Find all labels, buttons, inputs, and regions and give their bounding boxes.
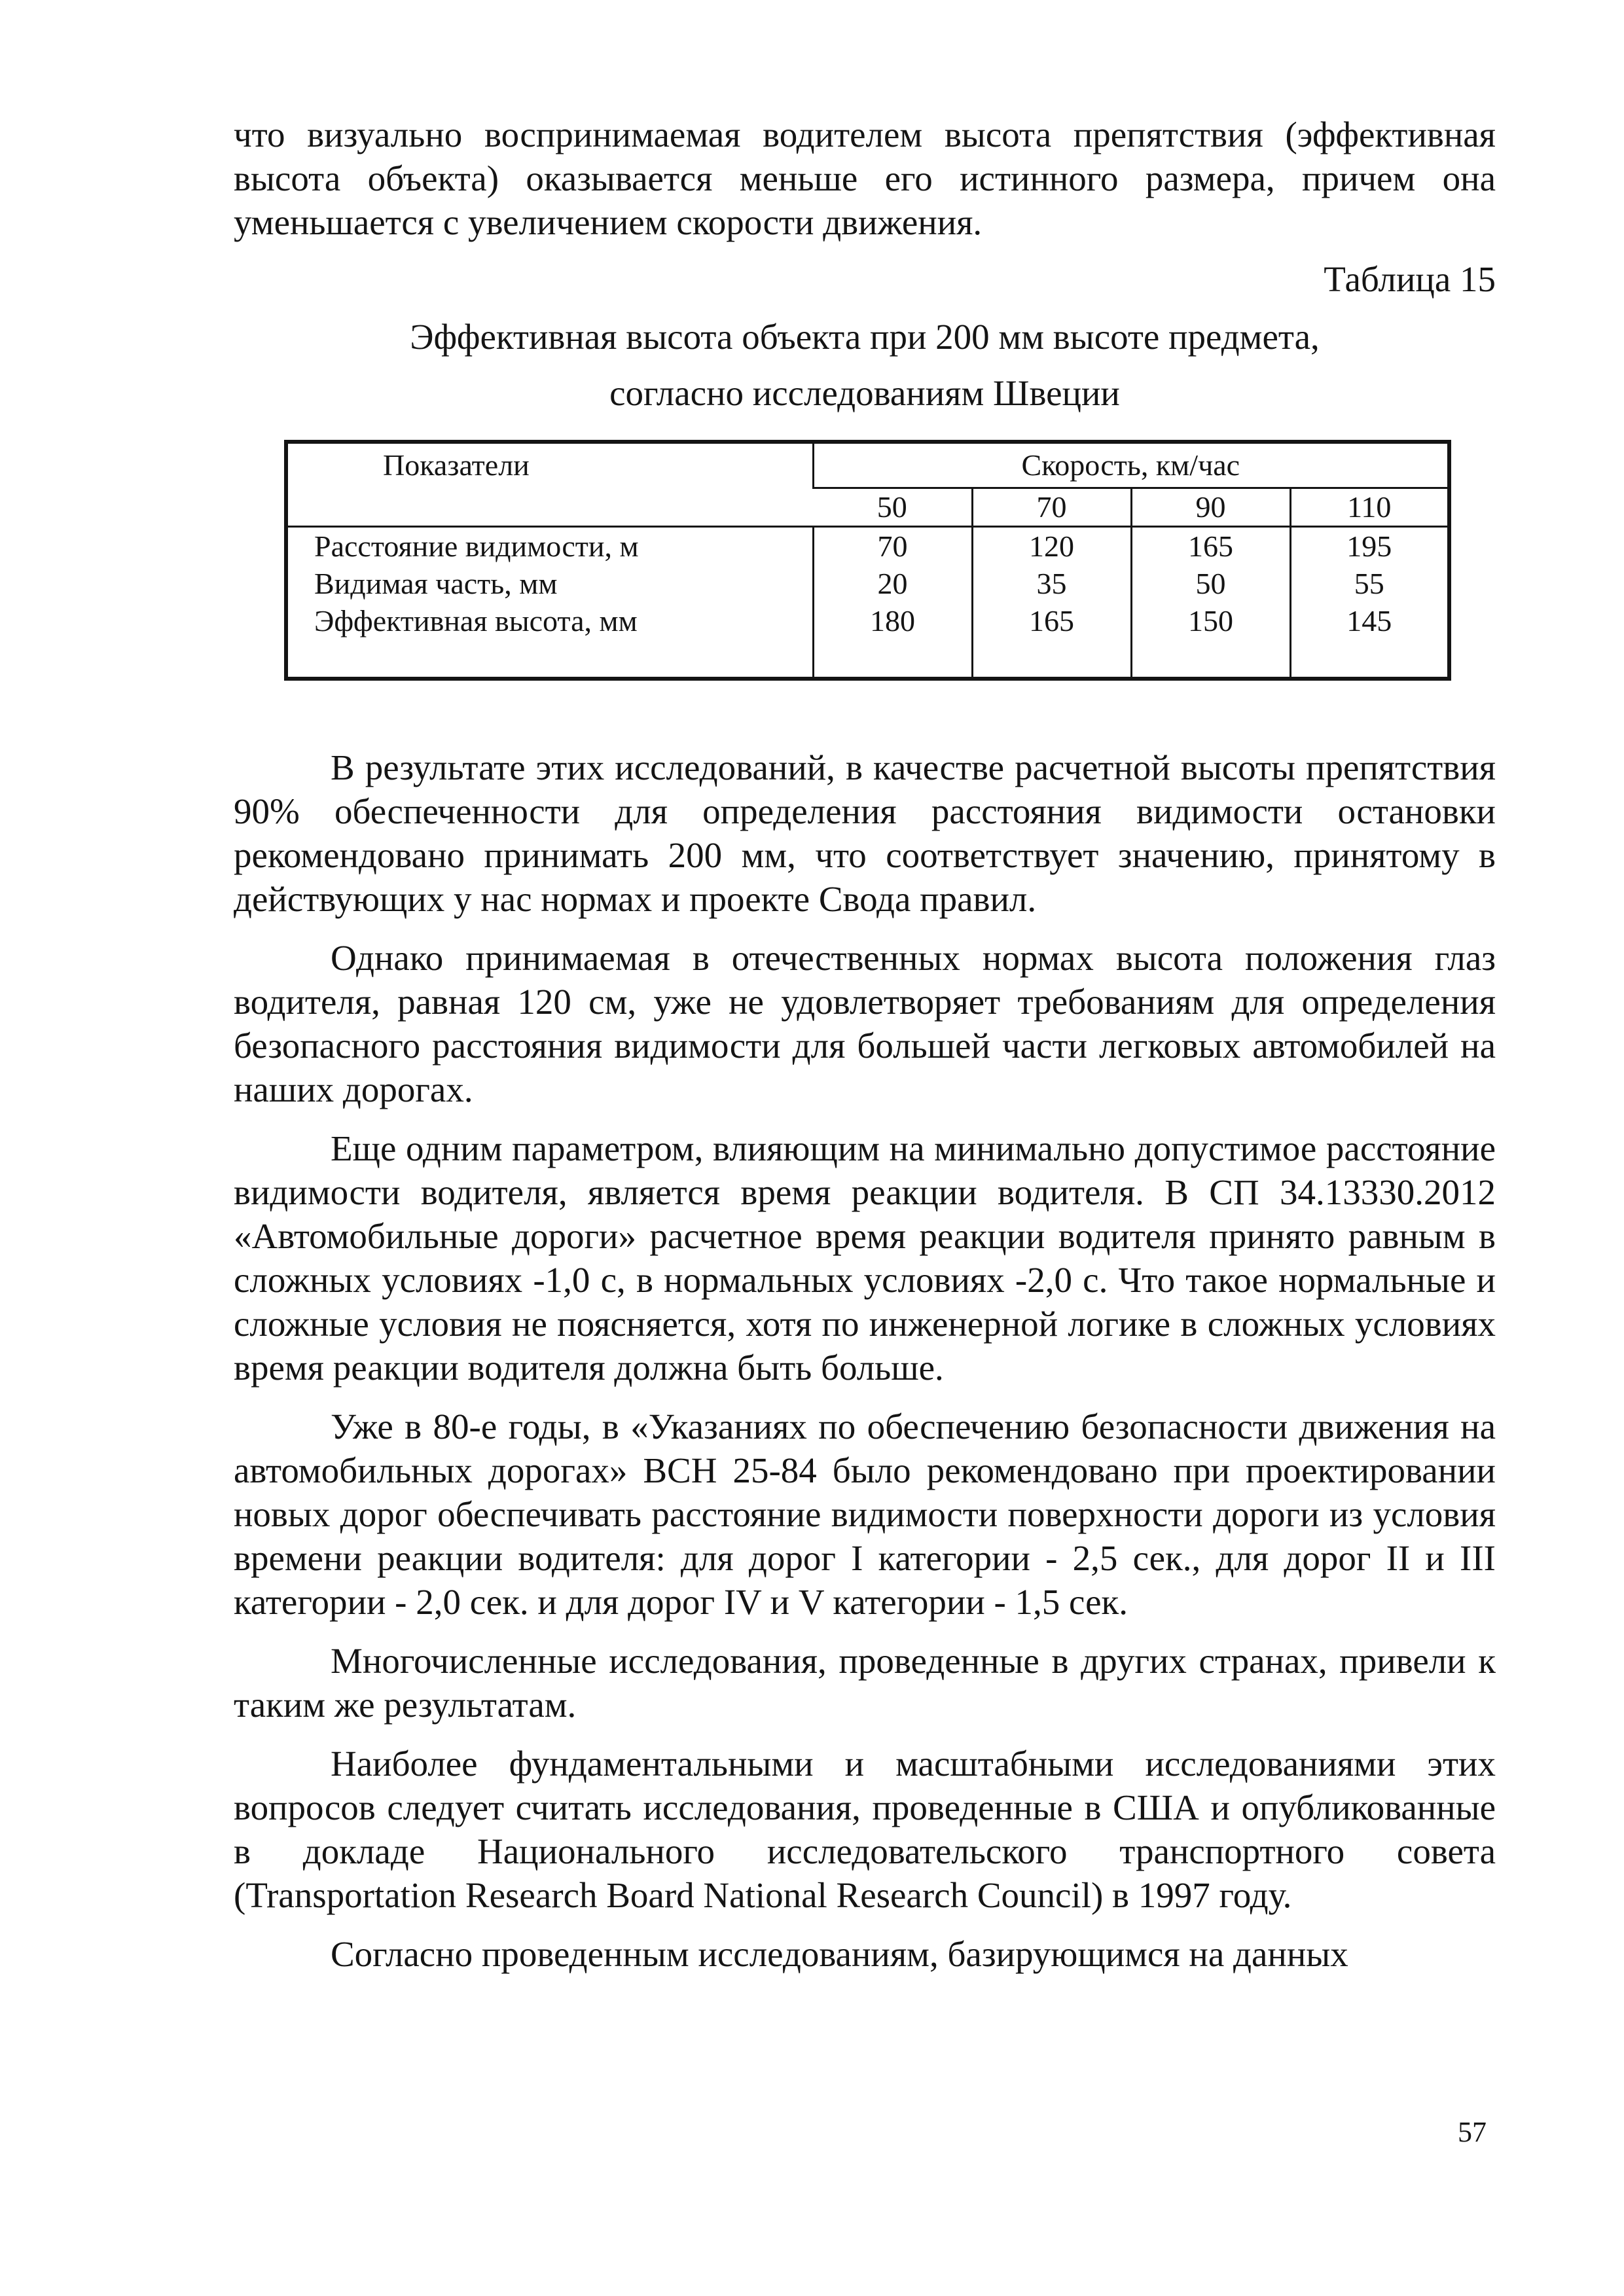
value-cell: 35 [1036, 567, 1067, 600]
data-table [284, 440, 1451, 681]
row-label: Видимая часть, мм [314, 567, 558, 600]
speed-cell: 70 [972, 488, 1131, 527]
value-cell: 180 [870, 604, 915, 637]
column-70 [972, 527, 1131, 679]
speed-cell: 50 [813, 488, 972, 527]
paragraph: Еще одним параметром, влияющим на минимально допустимое расстояние видимости водителя, является время реакции водителя. В СП 34.13330.2012 «Автомобильные дороги» расчетное время реакции водителя принято равным в сложных условиях -1,0 с, в нормальных условиях -2,0 с. Что такое нормальные и сложные условия не поясняется, хотя по инженерной логике в сложных условиях время реакции водителя должна быть больше. [234, 1128, 1496, 1388]
header-indicators: Показатели [286, 442, 813, 527]
column-50 [813, 527, 972, 679]
column-110 [1290, 527, 1449, 679]
page-content [234, 113, 1496, 1976]
row-label: Расстояние видимости, м [314, 529, 639, 563]
row-labels [286, 527, 813, 679]
paragraph: Наиболее фундаментальными и масштабными исследованиями этих вопросов следует считать исследования, проведенные в США и опубликованные в докладе Национального исследовательского транспортного совета (Transportation Research Board National Research Council) в 1997 году. [234, 1744, 1496, 1915]
value-cell: 55 [1354, 567, 1384, 600]
paragraph: Однако принимаемая в отечественных нормах высота положения глаз водителя, равная 120 см, уже не удовлетворяет требованиям для определения безопасного расстояния видимости для большей части легковых автомобилей на наших дорогах. [234, 938, 1496, 1109]
value-cell: 195 [1346, 529, 1392, 563]
value-cell: 20 [877, 567, 908, 600]
speed-cell: 110 [1290, 488, 1449, 527]
value-cell: 120 [1029, 529, 1074, 563]
value-cell: 70 [877, 529, 908, 563]
value-cell: 165 [1029, 604, 1074, 637]
paragraph: Многочисленные исследования, проведенные в других странах, привели к таким же результатам. [234, 1641, 1496, 1725]
page-number: 57 [1458, 2116, 1487, 2148]
table-caption-line-1: Эффективная высота объекта при 200 мм высоте предмета, [410, 317, 1320, 357]
value-cell: 150 [1188, 604, 1233, 637]
table-number: Таблица 15 [1324, 259, 1496, 299]
paragraph: Согласно проведенным исследованиям, базирующимся на данных [331, 1934, 1348, 1974]
paragraph: Уже в 80-е годы, в «Указаниях по обеспечению безопасности движения на автомобильных дорогах» ВСН 25-84 было рекомендовано при проектировании новых дорог обеспечивать расстояние видимости поверхности дороги из условия времени реакции водителя: для дорог I категории - 2,5 сек., для дорог II и III категории - 2,0 сек. и для дорог IV и V категории - 1,5 сек. [234, 1407, 1496, 1622]
header-speed: Скорость, км/час [813, 442, 1449, 488]
table-caption-line-2: согласно исследованиям Швеции [609, 373, 1120, 413]
speed-cell: 90 [1131, 488, 1290, 527]
value-cell: 165 [1188, 529, 1233, 563]
value-cell: 50 [1195, 567, 1226, 600]
paragraph: В результате этих исследований, в качестве расчетной высоты препятствия 90% обеспеченности для определения расстояния видимости остановки рекомендовано принимать 200 мм, что соответствует значению, принятому в действующих у нас нормах и проекте Свода правил. [234, 747, 1496, 919]
column-90 [1131, 527, 1290, 679]
paragraph: что визуально воспринимаемая водителем высота препятствия (эффективная высота объекта) оказывается меньше его истинного размера, причем она уменьшается с увеличением скорости движения. [234, 115, 1496, 242]
value-cell: 145 [1346, 604, 1392, 637]
row-label: Эффективная высота, мм [314, 604, 638, 637]
